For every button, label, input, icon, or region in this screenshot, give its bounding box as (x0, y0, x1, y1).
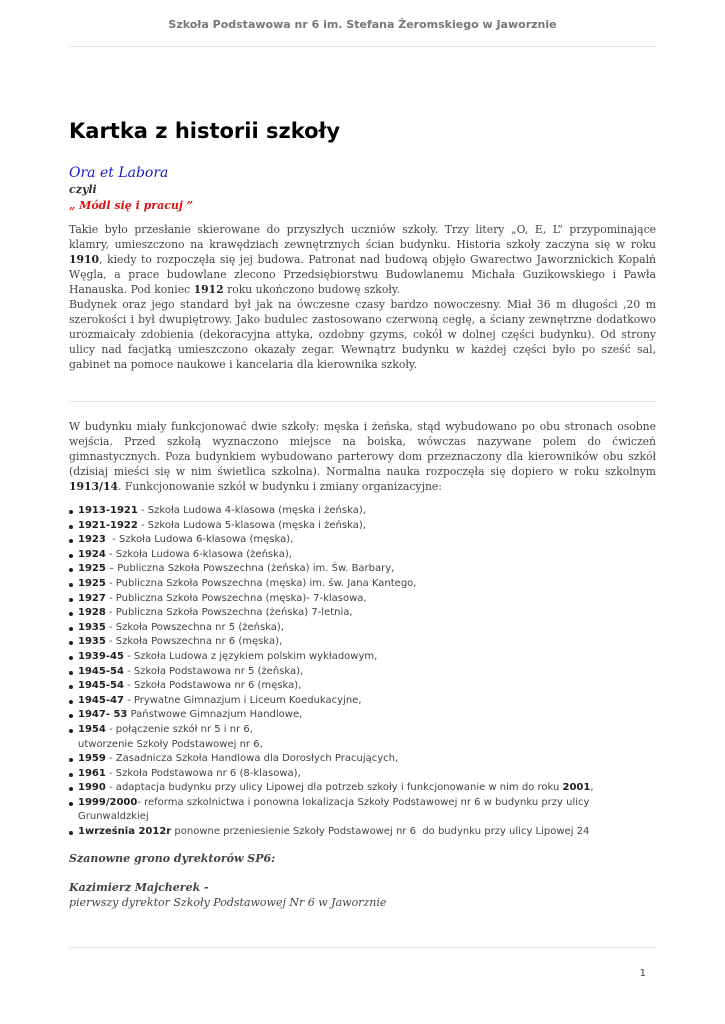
timeline-year: 1954 (78, 723, 106, 735)
header-divider (69, 46, 656, 47)
page-title: Kartka z historii szkoły (69, 119, 341, 143)
director-role: pierwszy dyrektor Szkoły Podstawowej Nr 6 w Jaworznie (69, 896, 387, 909)
timeline-item (69, 752, 656, 767)
timeline-year: 1939-45 (78, 650, 124, 662)
timeline-text: ponowne przeniesienie Szkoły Podstawowej nr 6 do budynku przy ulicy Lipowej 24 (171, 826, 590, 838)
timeline-text: - połączenie szkół nr 5 i nr 6, (105, 723, 253, 735)
timeline-year: 1947- 53 (78, 709, 128, 721)
history-paragraph (69, 419, 656, 494)
timeline-year: 1959 (78, 753, 106, 765)
timeline-item (69, 519, 656, 534)
timeline-item (69, 708, 656, 723)
timeline-text: - reforma szkolnictwa i ponowna lokalizacja Szkoły Podstawowej nr 6 w budynku przy ulicy Grunwaldzkiej (78, 796, 593, 823)
timeline-text: - adaptacja budynku przy ulicy Lipowej dla potrzeb szkoły i funkcjonowanie w nim do roku (105, 782, 563, 794)
intro-paragraph-2: Budynek oraz jego standard był jak na ówczesne czasy bardzo nowoczesny. Miał 36 m długości ,20 m szerokości i był dwupiętrowy. Jako budulec zastosowano czerwoną cegłę, a ściany zewnętrzne dodatkowo urozmaicały zdobienia (dekoracyjna attyka, ozdobny gzyms, cokół w dolnej części budynku). Od strony ulicy nad facjatką umieszczono okazały zegar. Wewnątrz budynku w każdej części było po sześć sal, gabinet na pomoce naukowe i kancelaria dla kierownika szkoły. (69, 298, 656, 371)
timeline-text: - Szkoła Podstawowa nr 5 (żeńska), (123, 665, 304, 677)
timeline-text: - Publiczna Szkoła Powszechna (męska)- 7-klasowa, (105, 592, 367, 604)
timeline-text: - Publiczna Szkoła Powszechna (żeńska) 7-letnia, (105, 607, 353, 619)
timeline-item (69, 781, 656, 796)
timeline-item (69, 606, 656, 621)
timeline-text-continued: utworzenie Szkoły Podstawowej nr 6, (78, 738, 263, 750)
timeline-text: Państwowe Gimnazjum Handlowe, (127, 709, 303, 721)
timeline-item (69, 621, 656, 636)
timeline-item (69, 767, 656, 782)
timeline-text: - Szkoła Podstawowa nr 6 (8-klasowa), (105, 767, 301, 779)
section-divider (69, 401, 656, 402)
directors-section (69, 851, 656, 910)
motto-block (69, 164, 193, 213)
timeline-item (69, 723, 656, 752)
intro-text: Takie było przesłanie skierowane do przyszłych uczniów szkoły. Trzy litery „O, E, L” przypominające klamry, umieszczono na krawędziach zewnętrznych ścian budynku. Historia szkoły zaczyna się w roku (69, 223, 656, 251)
timeline-year: 1945-54 (78, 680, 124, 692)
timeline-text: – Publiczna Szkoła Powszechna (żeńska) im. Św. Barbary, (105, 563, 395, 575)
timeline-item (69, 577, 656, 592)
intro-section (69, 222, 656, 372)
intro-text: roku ukończono budowę szkoły. (223, 283, 400, 296)
director-name (69, 880, 656, 895)
timeline-text: - Szkoła Podstawowa nr 6 (męska), (123, 680, 302, 692)
timeline-year: 1923 (78, 534, 106, 546)
timeline-year: 1999/2000 (78, 796, 138, 808)
timeline-list (69, 504, 656, 840)
school-year: 1913/14 (69, 480, 119, 493)
timeline-year: 1925 (78, 563, 106, 575)
timeline-year: 1961 (78, 767, 106, 779)
timeline-text: - Szkoła Ludowa 6-klasowa (żeńska), (105, 548, 292, 560)
timeline-item (69, 825, 656, 840)
timeline-year: 1990 (78, 782, 106, 794)
timeline-text: - Szkoła Powszechna nr 5 (żeńska), (105, 621, 285, 633)
year-1910: 1910 (69, 253, 100, 266)
timeline-text: - Szkoła Powszechna nr 6 (męska), (105, 636, 283, 648)
director-name-text: Kazimierz Majcherek (69, 881, 201, 894)
timeline-year: 1września 2012r (78, 826, 172, 838)
motto-subtitle: „ Módl się i pracuj ” (69, 199, 194, 212)
timeline-item (69, 635, 656, 650)
timeline-year: 1924 (78, 548, 106, 560)
director-name-suffix: - (200, 881, 209, 894)
timeline-text: - Szkoła Ludowa 5-klasowa (męska i żeńska), (137, 519, 366, 531)
page-number: 1 (639, 968, 646, 979)
motto-czyli: czyli (69, 183, 97, 196)
page-header: Szkoła Podstawowa nr 6 im. Stefana Żeromskiego w Jaworznie (168, 18, 557, 31)
timeline-year: 1935 (78, 621, 106, 633)
timeline-year: 1913-1921 (78, 505, 138, 516)
timeline-year: 1927 (78, 592, 106, 604)
timeline-text-tail: , (590, 782, 594, 794)
directors-heading: Szanowne grono dyrektorów SP6: (69, 852, 276, 865)
year-1912: 1912 (193, 283, 224, 296)
timeline-item (69, 592, 656, 607)
timeline-year: 1945-47 (78, 694, 124, 706)
timeline-year: 1925 (78, 577, 106, 589)
intro-text: , kiedy to rozpoczęła się jej budowa. Patronat nad budową objęło Gwarectwo Jaworznickich Kopalń Węgla, a prace budowlane zlecono Przedsiębiorstwu Budowlanemu Michała Guzikowskiego i Pawła Hanauska. Pod koniec (69, 253, 656, 296)
intro-paragraph-1 (69, 222, 656, 297)
timeline-item (69, 504, 656, 519)
timeline-item (69, 533, 656, 548)
timeline-year: 1921-1922 (78, 519, 138, 531)
history-text: W budynku miały funkcjonować dwie szkoły: męska i żeńska, stąd wybudowano po obu stronach osobne wejścia. Przed szkołą wyznaczono miejsce na boiska, wówczas nazywane polem do ćwiczeń gimnastycznych. Poza budynkiem wybudowano parterowy dom przeznaczony dla kierowników obu szkół (dzisiaj mieści się w nim świetlica szkolna). Normalna nauka rozpoczęła się dopiero w roku szkolnym (69, 420, 656, 478)
footer-divider (69, 947, 656, 948)
timeline-text: - Publiczna Szkoła Powszechna (męska) im. św. Jana Kantego, (105, 577, 417, 589)
timeline-text: - Szkoła Ludowa 4-klasowa (męska i żeńska), (137, 505, 366, 516)
timeline-item (69, 679, 656, 694)
timeline-text: - Szkoła Ludowa z językiem polskim wykładowym, (123, 650, 378, 662)
history-section (69, 419, 656, 494)
timeline-item (69, 665, 656, 680)
timeline-item (69, 650, 656, 665)
timeline-item (69, 562, 656, 577)
history-text: . Funkcjonowanie szkół w budynku i zmiany organizacyjne: (118, 480, 442, 493)
timeline-section (69, 504, 656, 840)
timeline-text: - Szkoła Ludowa 6-klasowa (męska), (105, 534, 294, 546)
timeline-item (69, 694, 656, 709)
timeline-item (69, 796, 656, 825)
motto-title: Ora et Labora (69, 165, 169, 181)
timeline-year: 1935 (78, 636, 106, 648)
timeline-item (69, 548, 656, 563)
timeline-text: - Prywatne Gimnazjum i Liceum Koedukacyjne, (123, 694, 362, 706)
timeline-text: - Zasadnicza Szkoła Handlowa dla Dorosłych Pracujących, (105, 753, 399, 765)
timeline-year: 1928 (78, 607, 106, 619)
timeline-year: 1945-54 (78, 665, 124, 677)
timeline-year-end: 2001 (562, 782, 591, 794)
